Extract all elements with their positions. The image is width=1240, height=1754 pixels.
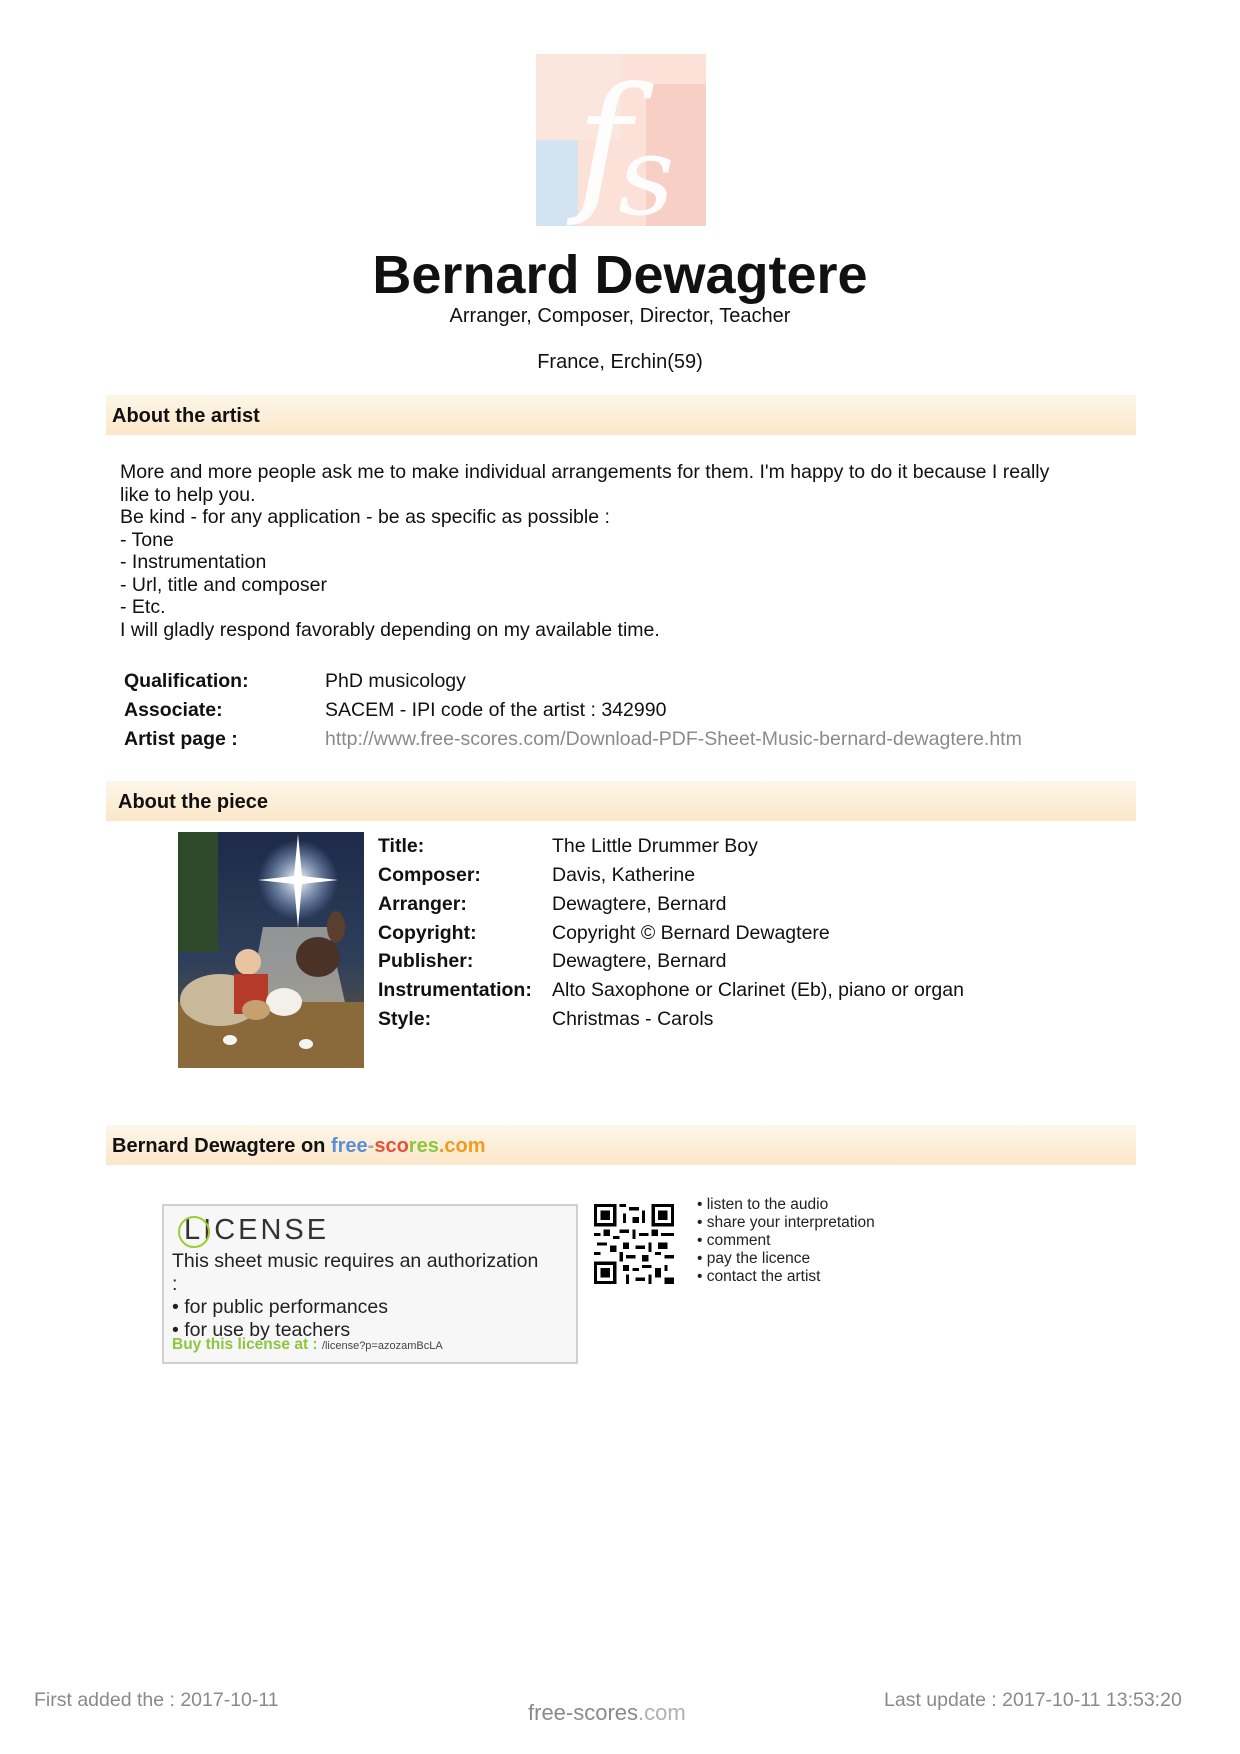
on-site-prefix: Bernard Dewagtere on	[112, 1135, 331, 1157]
about-piece-header	[106, 781, 1136, 821]
instrumentation-label: Instrumentation:	[378, 979, 532, 1001]
on-site-header	[106, 1125, 1136, 1165]
composer-label: Composer:	[378, 864, 481, 886]
publisher-value: Dewagtere, Bernard	[552, 950, 727, 972]
brand-part: free-	[528, 1700, 574, 1725]
section-title: About the artist	[112, 405, 260, 427]
free-scores-logo	[536, 54, 706, 226]
artist-page-label: Artist page :	[124, 728, 238, 750]
arranger-label: Arranger:	[378, 893, 467, 915]
artist-page-link[interactable]: http://www.free-scores.com/Download-PDF-Sheet-Music-bernard-dewagtere.htm	[325, 728, 1022, 750]
about-line: - Tone	[120, 528, 174, 551]
associate-label: Associate:	[124, 699, 223, 721]
feature-item: • contact the artist	[697, 1268, 821, 1285]
associate-value: SACEM - IPI code of the artist : 342990	[325, 699, 667, 721]
about-line: More and more people ask me to make individual arrangements for them. I'm happy to do it because I really	[120, 461, 1050, 483]
feature-item: • listen to the audio	[697, 1196, 829, 1213]
about-line: - Url, title and composer	[120, 573, 327, 596]
style-value: Christmas - Carols	[552, 1008, 714, 1030]
license-ring-icon	[178, 1216, 210, 1248]
title-label: Title:	[378, 835, 425, 857]
qualification-value: PhD musicology	[325, 670, 466, 692]
qualification-label: Qualification:	[124, 670, 249, 692]
title-value: The Little Drummer Boy	[552, 835, 758, 857]
style-label: Style:	[378, 1008, 432, 1030]
license-title-rest: ICENSE	[203, 1214, 330, 1246]
site-brand-part: free	[330, 1135, 368, 1157]
about-line: Be kind - for any application - be as specific as possible :	[120, 506, 610, 528]
svg-text:s: s	[618, 112, 675, 226]
copyright-label: Copyright:	[378, 922, 477, 944]
features-list	[697, 1196, 875, 1286]
artist-name: Bernard Dewagtere	[372, 245, 868, 305]
license-text	[172, 1250, 572, 1342]
feature-item: • share your interpretation	[697, 1214, 875, 1231]
section-title	[112, 1135, 486, 1158]
svg-text:f: f	[576, 56, 632, 226]
first-added: First added the : 2017-10-11	[34, 1689, 279, 1711]
cover-illustration	[178, 832, 364, 1068]
about-artist-header	[106, 395, 1136, 435]
artist-location: France, Erchin(59)	[537, 351, 703, 373]
about-line: like to help you.	[120, 483, 256, 506]
license-line: • for public performances	[172, 1296, 389, 1318]
about-line: I will gladly respond favorably depending on my available time.	[120, 618, 660, 641]
site-brand-part: .com	[438, 1135, 486, 1157]
buy-license-label: Buy this license at :	[172, 1336, 318, 1353]
composer-value: Davis, Katherine	[552, 864, 696, 886]
qr-code-icon[interactable]	[594, 1204, 674, 1284]
license-buy	[172, 1336, 443, 1354]
license-title	[184, 1214, 329, 1247]
license-line: • for use by teachers	[172, 1319, 351, 1341]
about-text	[120, 461, 1130, 641]
footer-brand-logo	[528, 1700, 686, 1726]
artist-roles: Arranger, Composer, Director, Teacher	[449, 305, 791, 327]
license-box	[162, 1204, 578, 1364]
license-line: This sheet music requires an authorization	[172, 1250, 539, 1272]
site-brand-part: -	[367, 1135, 375, 1157]
buy-license-link[interactable]: /license?p=azozamBcLA	[321, 1340, 443, 1352]
publisher-label: Publisher:	[378, 950, 474, 972]
about-line: - Etc.	[120, 596, 166, 618]
license-line: :	[172, 1273, 178, 1295]
about-line: - Instrumentation	[120, 551, 267, 573]
instrumentation-value: Alto Saxophone or Clarinet (Eb), piano or organ	[552, 979, 964, 1001]
license-title-first: L	[184, 1214, 204, 1246]
arranger-value: Dewagtere, Bernard	[552, 893, 727, 915]
feature-item: • comment	[697, 1232, 771, 1249]
brand-part: .com	[638, 1700, 686, 1725]
site-brand-part: res	[408, 1135, 439, 1157]
last-update: Last update : 2017-10-11 13:53:20	[884, 1689, 1182, 1711]
copyright-value: Copyright © Bernard Dewagtere	[552, 922, 830, 944]
section-title: About the piece	[118, 791, 269, 813]
site-brand-part: sco	[374, 1135, 409, 1157]
feature-item: • pay the licence	[697, 1250, 811, 1267]
brand-part: scores	[573, 1700, 639, 1725]
